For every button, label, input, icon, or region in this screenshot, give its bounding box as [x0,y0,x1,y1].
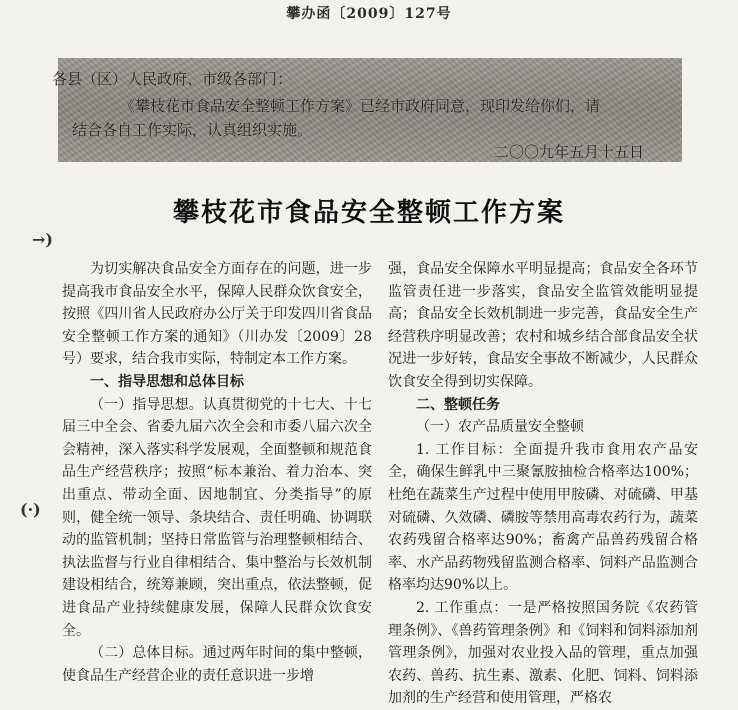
paragraph: 2. 工作重点：一是严格按照国务院《农药管理条例》、《兽药管理条例》和《饲料和饲料添加剂管理条例》，加强对农业投入品的管理，重点加强农药、兽药、抗生素、激素、化肥、饲料、饲料添加剂的生产经营和使用管理，严格农 [388,599,698,707]
notice-band [52,58,682,162]
paragraph: （一）指导思想。认真贯彻党的十七大、十七届三中全会、省委九届六次全会和市委八届六次全会精神，深入落实科学发展观，全面整顿和规范食品生产经营秩序；按照“标本兼治、着力治本、突出重点、带动全面、因地制宜、分类指导”的原则，健全统一领导、条块结合、责任明确、协调联动的监管机制；坚持日常监管与治理整顿相结合、执法监督与行业自律相结合、集中整治与长效机制建设相结合，统筹兼顾，突出重点，依法整顿，促进食品产业持续健康发展，保障人民群众饮食安全。 [62,396,372,639]
document-number: 攀办函〔2009〕127号 [286,6,452,22]
section-heading: 二、整顿任务 [416,396,500,413]
right-column [388,258,698,710]
notice-body-line: 《攀枝花市食品安全整顿工作方案》已经市政府同意，现印发给你们，请 [120,97,601,115]
paragraph: 1. 工作目标：全面提升我市食用农产品安全，确保生鲜乳中三聚氰胺抽检合格率达100%；杜绝在蔬菜生产过程中使用甲胺磷、对硫磷、甲基对硫磷、久效磷、磷胺等禁用高毒农药行为，蔬菜农药残留合格率达90%；畜禽产品兽药残留合格率、水产品药物残留监测合格率、饲料产品监测合格率均达90%以上。 [388,441,698,594]
paragraph: （二）总体目标。通过两年时间的集中整顿，使食品生产经营企业的责任意识进一步增 [62,645,372,684]
left-column [62,258,372,687]
notice-date: 二〇〇九年五月十五日 [494,143,645,161]
subsection-heading: （一）农产品质量安全整顿 [416,419,584,436]
page-title: 攀枝花市食品安全整顿工作方案 [172,198,565,228]
paragraph: 强，食品安全保障水平明显提高；食品安全各环节监管责任进一步落实，食品安全监管效能明显提高；食品安全长效机制进一步完善，食品安全生产经营秩序明显改善；农村和城乡结合部食品安全状况进一步好转，食品安全事故不断减少，人民群众饮食安全得到切实保障。 [388,261,698,390]
paragraph: 为切实解决食品安全方面存在的问题，进一步提高我市食品安全水平，保障人民群众饮食安全，按照《四川省人民政府办公厅关于印发四川省食品安全整顿工作方案的通知》（川办发〔2009〕28号）要求，结合我市实际，特制定本工作方案。 [62,261,372,368]
margin-mark: (·) [20,500,41,519]
notice-body-line: 结合各自工作实际，认真组织实施。 [72,121,313,139]
notice-addressee: 各县（区）人民政府、市级各部门： [52,70,293,88]
margin-mark: →) [32,230,53,249]
section-heading: 一、指导思想和总体目标 [90,373,244,390]
